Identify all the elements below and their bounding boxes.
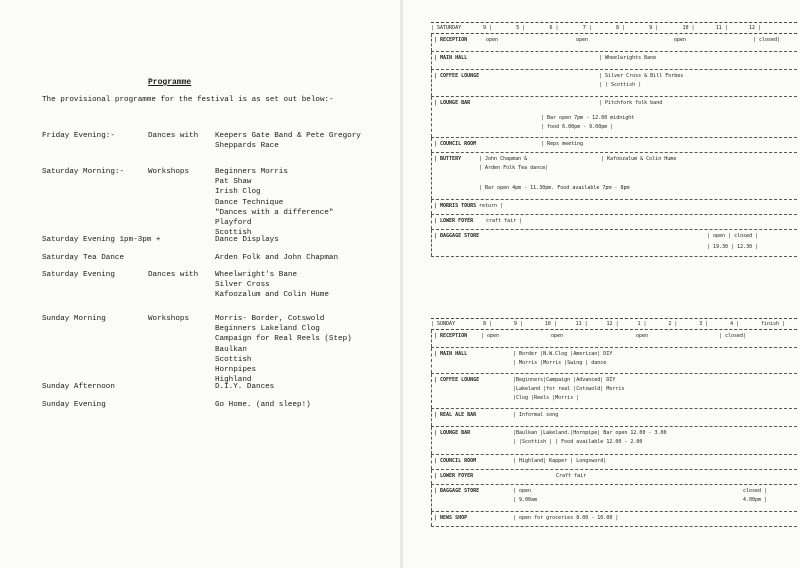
hour-label: 3 |	[699, 321, 709, 327]
timetable-entry: | Morris |Morris |Swing | dance	[513, 360, 607, 366]
room-name: | LOUNGE BAR	[434, 430, 471, 436]
timetable-row	[431, 427, 797, 455]
room-name: | BAGGAGE STORE	[434, 233, 480, 239]
timetable-entry: open	[636, 333, 649, 339]
room-name: | LOWER FOYER	[434, 218, 474, 224]
timetable-entry: | open	[481, 333, 500, 339]
row-border	[431, 512, 432, 526]
timetable-entry: | Bar open 4pm - 11.30pm. Food available 7pm - 8pm	[479, 185, 630, 191]
row-border	[431, 70, 432, 96]
programme-detail-line: Baulkan	[215, 345, 247, 354]
timetable-header	[431, 318, 797, 330]
programme-detail-line: Scottish	[215, 355, 252, 364]
timetable-entry: | Border |N.W.Clog |American| DIY	[513, 351, 613, 357]
intro-text: The provisional programme for the festival is as set out below:-	[42, 96, 334, 104]
timetable-entry: open	[486, 37, 499, 43]
timetable-row	[431, 330, 797, 348]
programme-session: Saturday Evening	[42, 271, 115, 279]
hour-label: 10 |	[544, 321, 557, 327]
timetable-row	[431, 512, 797, 527]
programme-session: Friday Evening:-	[42, 132, 115, 140]
timetable-row	[431, 485, 797, 512]
room-name: | COUNCIL ROOM	[434, 141, 477, 147]
programme-details	[215, 131, 361, 151]
timetable-entry: open	[674, 37, 687, 43]
programme-detail-line: Sheppards Race	[215, 142, 279, 151]
row-border	[431, 52, 432, 69]
page-title: Programme	[148, 78, 192, 87]
programme-details	[215, 167, 333, 238]
timetable-entry: | 9.00am	[513, 497, 538, 503]
room-name: | MAIN HALL	[434, 55, 468, 61]
programme-session: Sunday Morning	[42, 315, 106, 323]
timetable-row	[431, 52, 797, 70]
hour-label: 8 |	[483, 321, 493, 327]
timetable-entry: | Arden Folk Tea dance|	[479, 165, 549, 171]
hour-label: 12 |	[606, 321, 619, 327]
room-name: | MORRIS TOURS	[434, 203, 477, 209]
timetable-page	[403, 0, 800, 568]
programme-session: Saturday Evening 1pm-3pm +	[42, 236, 161, 244]
programme-detail-line: "Dances with a difference"	[215, 208, 334, 217]
programme-detail-line: Highland	[215, 376, 252, 385]
hour-label: 4 |	[730, 321, 740, 327]
programme-detail-line: Playford	[215, 219, 252, 228]
timetable-row	[431, 215, 797, 230]
room-name: | MAIN HALL	[434, 351, 468, 357]
row-border	[431, 470, 432, 484]
programme-type: Dances with	[148, 132, 199, 140]
timetable-row	[431, 348, 797, 374]
room-name: | REAL ALE BAR	[434, 412, 477, 418]
timetable-entry: | Kafoozalum & Colin Hume	[601, 156, 677, 162]
row-border	[431, 330, 432, 347]
hour-label: 9 |	[649, 25, 659, 31]
programme-detail-line: Campaign for Real Reels (Step)	[215, 335, 352, 344]
sunday-timetable	[431, 318, 797, 527]
programme-type: Dances with	[148, 271, 199, 279]
programme-detail-line: Go Home. (and sleep!)	[215, 401, 311, 409]
programme-detail-line: Arden Folk and John Chapman	[215, 254, 339, 262]
programme-details	[215, 270, 329, 301]
timetable-header	[431, 22, 797, 34]
programme-type: Workshops	[148, 315, 190, 323]
row-border	[431, 200, 432, 214]
timetable-entry: |Clog |Reels |Morris |	[513, 395, 580, 401]
room-name: | COUNCIL ROOM	[434, 458, 477, 464]
row-border	[431, 374, 432, 408]
programme-detail-line: Kafoozalum and Colin Hume	[215, 291, 329, 300]
timetable-entry: open	[576, 37, 589, 43]
row-border	[431, 455, 432, 469]
saturday-timetable	[431, 22, 797, 257]
programme-detail-line: Pat Shaw	[215, 178, 252, 187]
programme-details	[215, 235, 279, 245]
programme-session: Saturday Tea Dance	[42, 254, 125, 262]
timetable-row	[431, 230, 797, 257]
row-border	[431, 409, 432, 426]
programme-details	[215, 314, 352, 385]
timetable-row	[431, 455, 797, 470]
hour-label: 5 |	[516, 25, 526, 31]
hour-label: 7 |	[582, 25, 592, 31]
room-name: | RECEPTION	[434, 37, 468, 43]
row-border	[431, 427, 432, 454]
row-border	[431, 348, 432, 373]
timetable-entry: | open | closed |	[707, 233, 759, 239]
room-name: | NEWS SHOP	[434, 515, 468, 521]
programme-details	[215, 382, 274, 392]
hour-label: finish |	[761, 321, 786, 327]
timetable-entry: | Reps meeting	[541, 141, 584, 147]
hour-label: 8 |	[616, 25, 626, 31]
timetable-entry: |Baulkan |Lakeland.|Hornpipe| Bar open 12.00 - 3.00	[513, 430, 667, 436]
room-name: | LOWER FOYER	[434, 473, 474, 479]
timetable-row	[431, 374, 797, 409]
programme-detail-line: Irish Clog	[215, 188, 261, 197]
timetable-entry: | 19.30 | 12.30 |	[707, 244, 759, 250]
hour-label: 1 |	[637, 321, 647, 327]
programme-detail-line: Wheelwright's Bane	[215, 271, 298, 279]
day-label: | SUNDAY	[431, 321, 456, 327]
timetable-entry: craft fair |	[486, 218, 523, 224]
row-border	[431, 138, 432, 152]
programme-detail-line: Dance Displays	[215, 236, 279, 244]
timetable-entry: | closed|	[753, 37, 781, 43]
timetable-entry: | John Chapman &	[479, 156, 528, 162]
hour-label: 9 |	[513, 321, 523, 327]
row-border	[431, 215, 432, 229]
programme-detail-line: Beginners Lakeland Clog	[215, 325, 320, 334]
timetable-entry: | |Scottish | | Food available 12.00 - 2.00	[513, 439, 643, 445]
timetable-entry: | Informal song	[513, 412, 559, 418]
timetable-row	[431, 138, 797, 153]
timetable-entry: | Silver Cross & Bill Forbes	[599, 73, 684, 79]
timetable-row	[431, 97, 797, 138]
row-border	[431, 230, 432, 256]
timetable-entry: | Bar open 7pm - 12.00 midnight	[541, 115, 635, 121]
programme-session: Sunday Evening	[42, 401, 106, 409]
timetable-entry: | food 6.00pm - 9.00pm |	[541, 124, 614, 130]
programme-detail-line: Morris- Border, Cotswold	[215, 315, 325, 323]
row-border	[431, 97, 432, 137]
timetable-entry: |Beginners|Campaign |Advanced| DIY	[513, 377, 616, 383]
hour-label: 2 |	[668, 321, 678, 327]
programme-detail-line: Keepers Gate Band & Pete Gregory	[215, 132, 361, 140]
programme-session: Saturday Morning:-	[42, 168, 125, 176]
programme-detail-line: D.I.Y. Dances	[215, 383, 275, 391]
programme-detail-line: Hornpipes	[215, 366, 257, 375]
programme-details	[215, 253, 338, 263]
room-name: | RECEPTION	[434, 333, 468, 339]
row-border	[431, 34, 432, 51]
row-border	[431, 153, 432, 199]
programme-details	[215, 400, 311, 410]
programme-detail-line: Scottish	[215, 229, 252, 238]
timetable-entry: | open	[513, 488, 532, 494]
timetable-entry: closed |	[743, 488, 768, 494]
timetable-entry: 4.00pm |	[743, 497, 768, 503]
timetable-entry: Craft fair	[556, 473, 587, 479]
timetable-entry: | Pitchfork folk band	[599, 100, 663, 106]
hour-label: 12 |	[749, 25, 762, 31]
programme-type: Workshops	[148, 168, 190, 176]
timetable-row	[431, 153, 797, 200]
day-label: | SATURDAY	[431, 25, 462, 31]
timetable-entry: | open for groceries 8.00 - 10.00 |	[513, 515, 619, 521]
hour-label: 9 |	[483, 25, 493, 31]
timetable-row	[431, 200, 797, 215]
timetable-entry: open	[551, 333, 564, 339]
hour-label: 11 |	[575, 321, 588, 327]
timetable-row	[431, 470, 797, 485]
hour-label: 11 |	[715, 25, 728, 31]
programme-detail-line: Beginners Morris	[215, 168, 288, 176]
timetable-entry: |Lakeland |for real |Cotswold| Morris	[513, 386, 625, 392]
timetable-entry: return |	[479, 203, 504, 209]
room-name: | COFFEE LOUNGE	[434, 377, 480, 383]
room-name: | BAGGAGE STORE	[434, 488, 480, 494]
timetable-entry: | closed|	[719, 333, 747, 339]
room-name: | COFFEE LOUNGE	[434, 73, 480, 79]
programme-detail-line: Silver Cross	[215, 281, 270, 290]
room-name: | LOUNGE BAR	[434, 100, 471, 106]
hour-label: 6 |	[549, 25, 559, 31]
timetable-row	[431, 70, 797, 97]
timetable-row	[431, 34, 797, 52]
timetable-entry: | ( Scottish )	[599, 82, 642, 88]
hour-label: 10 |	[682, 25, 695, 31]
row-border	[431, 485, 432, 511]
timetable-entry: | Wheelwrights Bane	[599, 55, 657, 61]
timetable-entry: | Highland| Kapper | Longsword|	[513, 458, 607, 464]
timetable-row	[431, 409, 797, 427]
programme-detail-line: Dance Technique	[215, 198, 284, 207]
programme-session: Sunday Afternoon	[42, 383, 115, 391]
room-name: | BUTTERY	[434, 156, 462, 162]
